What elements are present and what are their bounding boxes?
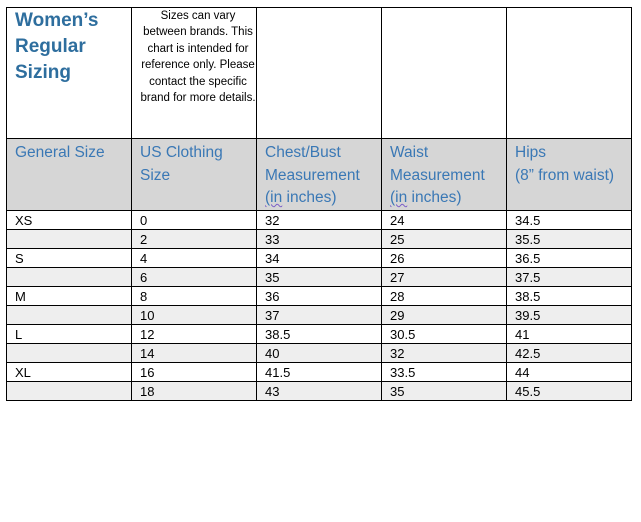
cell-chest: 43 [257,381,382,400]
cell-hips: 42.5 [507,343,632,362]
header-waist [382,139,507,211]
cell-us: 16 [132,362,257,381]
table-row [7,267,632,286]
header-label: General Size [15,144,105,161]
cell-us: 0 [132,210,257,229]
cell-general [7,305,132,324]
cell-general [7,381,132,400]
cell-hips: 44 [507,362,632,381]
title-row [7,8,632,139]
cell-general: XL [7,362,132,381]
cell-general: M [7,286,132,305]
cell-us: 12 [132,324,257,343]
cell-hips: 39.5 [507,305,632,324]
cell-waist: 25 [382,229,507,248]
header-hips [507,139,632,211]
table-row [7,229,632,248]
header-general-size [7,139,132,211]
table-row [7,248,632,267]
header-label: inches) [282,189,337,206]
header-row [7,139,632,211]
cell-chest: 33 [257,229,382,248]
header-label: (8” from waist) [515,166,615,184]
cell-chest: 41.5 [257,362,382,381]
header-label: inches) [407,189,462,206]
cell-waist: 27 [382,267,507,286]
cell-hips: 35.5 [507,229,632,248]
cell-us: 2 [132,229,257,248]
cell-us: 18 [132,381,257,400]
header-label: Measurement [265,166,360,184]
cell-hips: 41 [507,324,632,343]
header-label: US Clothing [140,144,223,161]
table-row [7,362,632,381]
cell-chest: 35 [257,267,382,286]
cell-general [7,343,132,362]
cell-hips: 45.5 [507,381,632,400]
table-body [7,210,632,400]
cell-waist: 33.5 [382,362,507,381]
header-label: Hips [515,144,547,161]
cell-general [7,267,132,286]
empty-cell [507,8,632,139]
cell-chest: 40 [257,343,382,362]
cell-chest: 37 [257,305,382,324]
cell-waist: 28 [382,286,507,305]
cell-us: 4 [132,248,257,267]
cell-chest: 34 [257,248,382,267]
header-label: (in [265,189,283,206]
cell-chest: 38.5 [257,324,382,343]
disclaimer-note: Sizes can vary between brands. This chart is intended for reference only. Please contact the specific brand for more details. [132,8,257,139]
cell-hips: 37.5 [507,267,632,286]
empty-cell [257,8,382,139]
header-label: Size [140,166,171,184]
table-row [7,305,632,324]
cell-waist: 26 [382,248,507,267]
cell-hips: 36.5 [507,248,632,267]
cell-waist: 29 [382,305,507,324]
cell-us: 14 [132,343,257,362]
empty-cell [382,8,507,139]
cell-hips: 38.5 [507,286,632,305]
table-row [7,210,632,229]
cell-chest: 36 [257,286,382,305]
header-us-size [132,139,257,211]
header-chest [257,139,382,211]
chart-title: Women’s Regular Sizing [7,8,132,139]
cell-general: S [7,248,132,267]
table-row [7,324,632,343]
cell-chest: 32 [257,210,382,229]
table-row [7,286,632,305]
cell-hips: 34.5 [507,210,632,229]
cell-general: XS [7,210,132,229]
header-label: Measurement [390,166,485,184]
cell-waist: 30.5 [382,324,507,343]
header-label: (in [390,189,408,206]
cell-waist: 24 [382,210,507,229]
cell-us: 8 [132,286,257,305]
cell-waist: 32 [382,343,507,362]
header-label: Chest/Bust [265,144,341,161]
cell-us: 10 [132,305,257,324]
cell-general [7,229,132,248]
cell-waist: 35 [382,381,507,400]
table-row [7,343,632,362]
header-label: Waist [390,144,429,161]
cell-general: L [7,324,132,343]
size-chart-table [6,7,632,401]
table-row [7,381,632,400]
cell-us: 6 [132,267,257,286]
